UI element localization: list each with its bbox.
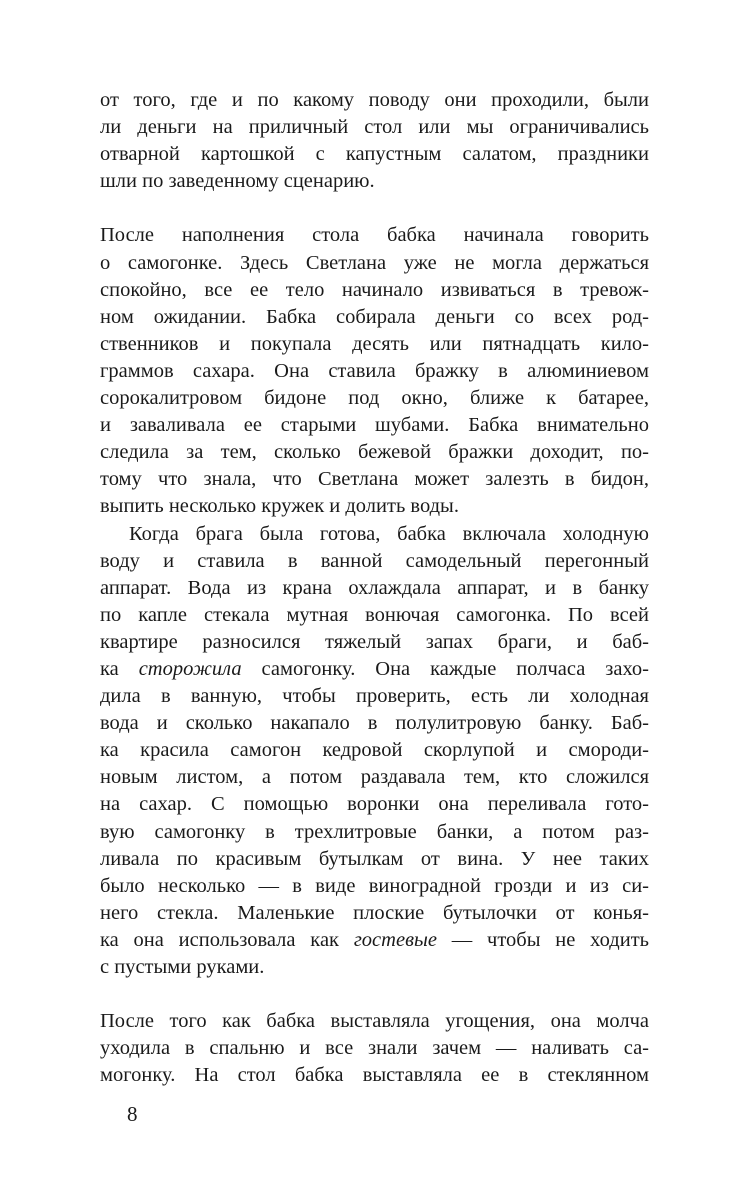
paragraph <box>100 1008 649 1089</box>
text-line <box>100 629 649 656</box>
text-line <box>100 575 649 602</box>
text-segment: — чтобы не ходить <box>436 928 649 951</box>
text-line <box>100 791 649 818</box>
text-segment: ливала по красивым бутылкам от вина. У нее таких <box>100 847 649 870</box>
text-segment: новым листом, а потом раздавала тем, кто сложился <box>100 766 649 789</box>
text-segment: выпить несколько кружек и долить воды. <box>100 495 459 518</box>
text-segment: ка красила самогон кедровой скорлупой и смороди- <box>100 739 649 762</box>
text-line <box>100 412 649 439</box>
text-line <box>100 954 649 981</box>
text-line <box>100 819 649 846</box>
text-line <box>100 141 649 168</box>
text-line <box>100 846 649 873</box>
text-segment: самогонку. Она каждые полчаса захо- <box>241 657 649 680</box>
text-line <box>100 927 649 954</box>
text-line <box>100 1062 649 1089</box>
text-line <box>100 656 649 683</box>
text-line <box>100 521 649 548</box>
text-segment: ном ожидании. Бабка собирала деньги со всех род- <box>100 305 649 328</box>
text-line <box>100 304 649 331</box>
paragraph-gap <box>100 981 649 1008</box>
text-segment: ли деньги на приличный стол или мы ограничивались <box>100 116 649 139</box>
text-segment: После наполнения стола бабка начинала говорить <box>100 224 649 247</box>
text-segment: могонку. На стол бабка выставляла ее в стеклянном <box>100 1064 649 1087</box>
text-segment: следила за тем, сколько бежевой бражки доходит, по- <box>100 441 649 464</box>
text-segment: уходила в спальню и все знали зачем — наливать са- <box>100 1037 649 1060</box>
text-segment: ка она использовала как <box>100 928 354 951</box>
text-segment: вода и сколько накапало в полулитровую банку. Баб- <box>100 712 649 735</box>
book-page-text <box>100 87 649 1089</box>
paragraph <box>100 222 649 520</box>
text-line <box>100 873 649 900</box>
text-segment: После того как бабка выставляла угощения, она молча <box>100 1010 649 1033</box>
text-segment: Когда брага была готова, бабка включала холодную <box>129 522 649 545</box>
text-segment: о самогонке. Здесь Светлана уже не могла держаться <box>100 251 649 274</box>
italic-text: гостевые <box>353 928 437 951</box>
text-segment: отварной картошкой с капустным салатом, праздники <box>100 143 649 166</box>
text-line <box>100 1035 649 1062</box>
text-line <box>100 168 649 195</box>
paragraph <box>100 521 649 982</box>
text-segment: ственников и покупала десять или пятнадцать кило- <box>100 332 649 355</box>
text-line <box>100 900 649 927</box>
paragraph-gap <box>100 195 649 222</box>
text-segment: и заваливала ее старыми шубами. Бабка внимательно <box>100 414 649 437</box>
text-segment: аппарат. Вода из крана охлаждала аппарат, и в банку <box>100 576 649 599</box>
text-line <box>100 277 649 304</box>
text-line <box>100 710 649 737</box>
text-segment: на сахар. С помощью воронки она переливала гото- <box>100 793 649 816</box>
text-line <box>100 1008 649 1035</box>
text-line <box>100 331 649 358</box>
text-line <box>100 385 649 412</box>
text-line <box>100 493 649 520</box>
text-line <box>100 764 649 791</box>
text-line <box>100 737 649 764</box>
text-line <box>100 358 649 385</box>
italic-text: сторожила <box>138 657 242 680</box>
text-segment: квартире разносился тяжелый запах браги, и баб- <box>100 630 649 653</box>
text-segment: сорокалитровом бидоне под окно, ближе к батарее, <box>100 387 649 410</box>
text-line <box>100 114 649 141</box>
text-segment: воду и ставила в ванной самодельный перегонный <box>100 549 649 572</box>
page-number: 8 <box>127 1102 138 1126</box>
text-segment: шли по заведенному сценарию. <box>100 170 375 193</box>
text-segment: ка <box>100 657 139 680</box>
paragraph <box>100 87 649 195</box>
text-segment: с пустыми руками. <box>100 956 265 978</box>
text-segment: граммов сахара. Она ставила бражку в алюминиевом <box>100 359 649 382</box>
text-segment: от того, где и по какому поводу они проходили, были <box>100 89 649 111</box>
text-segment: вую самогонку в трехлитровые банки, а потом раз- <box>100 820 649 843</box>
text-segment: по капле стекала мутная вонючая самогонка. По всей <box>100 603 649 626</box>
text-segment: было несколько — в виде виноградной грозди и из си- <box>100 874 649 897</box>
text-line <box>100 602 649 629</box>
text-line <box>100 87 649 114</box>
text-line <box>100 548 649 575</box>
text-segment: тому что знала, что Светлана может залезть в бидон, <box>100 468 649 491</box>
text-segment: дила в ванную, чтобы проверить, есть ли холодная <box>100 685 649 708</box>
text-line <box>100 222 649 249</box>
text-line <box>100 250 649 277</box>
text-line <box>100 683 649 710</box>
text-line <box>100 439 649 466</box>
text-segment: спокойно, все ее тело начинало извиваться в тревож- <box>100 278 649 301</box>
text-line <box>100 466 649 493</box>
text-segment: него стекла. Маленькие плоские бутылочки от конья- <box>100 901 649 924</box>
